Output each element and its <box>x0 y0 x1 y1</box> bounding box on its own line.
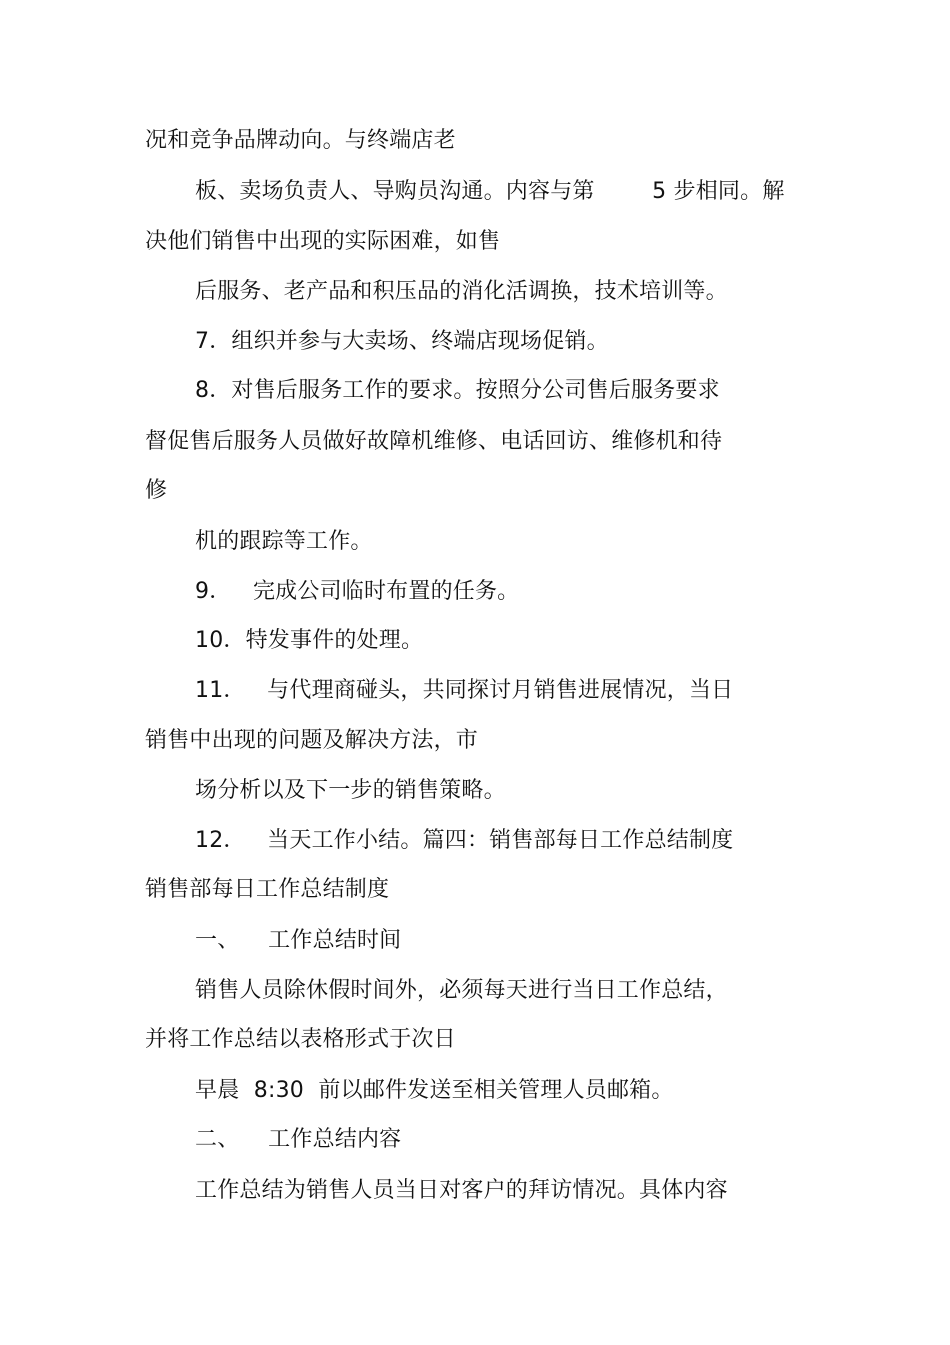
text-line: 销售中出现的问题及解决方法，市 <box>145 728 479 753</box>
text-line: 机的跟踪等工作。 <box>195 529 373 554</box>
text-line: 板、卖场负责人、导购员沟通。内容与第 5 步相同。解 <box>195 179 785 204</box>
text-line: 8．对售后服务工作的要求。按照分公司售后服务要求 <box>195 378 720 403</box>
text-line: 一、 工作总结时间 <box>195 928 402 953</box>
text-line: 督促售后服务人员做好故障机维修、电话回访、维修机和待 <box>145 429 723 454</box>
text-line: 销售人员除休假时间外，必须每天进行当日工作总结， <box>195 978 728 1003</box>
text-line: 场分析以及下一步的销售策略。 <box>195 778 506 803</box>
text-line: 12． 当天工作小结。篇四：销售部每日工作总结制度 <box>195 828 734 853</box>
text-line: 7．组织并参与大卖场、终端店现场促销。 <box>195 329 609 354</box>
text-line: 后服务、老产品和积压品的消化活调换，技术培训等。 <box>195 279 728 304</box>
text-line: 11． 与代理商碰头，共同探讨月销售进展情况，当日 <box>195 678 734 703</box>
text-line: 工作总结为销售人员当日对客户的拜访情况。具体内容 <box>195 1178 728 1203</box>
text-line: 并将工作总结以表格形式于次日 <box>145 1027 456 1052</box>
text-line: 修 <box>145 478 168 503</box>
text-line: 早晨 8:30 前以邮件发送至相关管理人员邮箱。 <box>195 1078 674 1103</box>
text-line: 况和竞争品牌动向。与终端店老 <box>145 128 456 153</box>
text-line: 决他们销售中出现的实际困难，如售 <box>145 229 501 254</box>
text-line: 9． 完成公司临时布置的任务。 <box>195 579 520 604</box>
text-line: 10．特发事件的处理。 <box>195 628 424 653</box>
text-line: 销售部每日工作总结制度 <box>145 877 390 902</box>
text-line: 二、 工作总结内容 <box>195 1127 402 1152</box>
